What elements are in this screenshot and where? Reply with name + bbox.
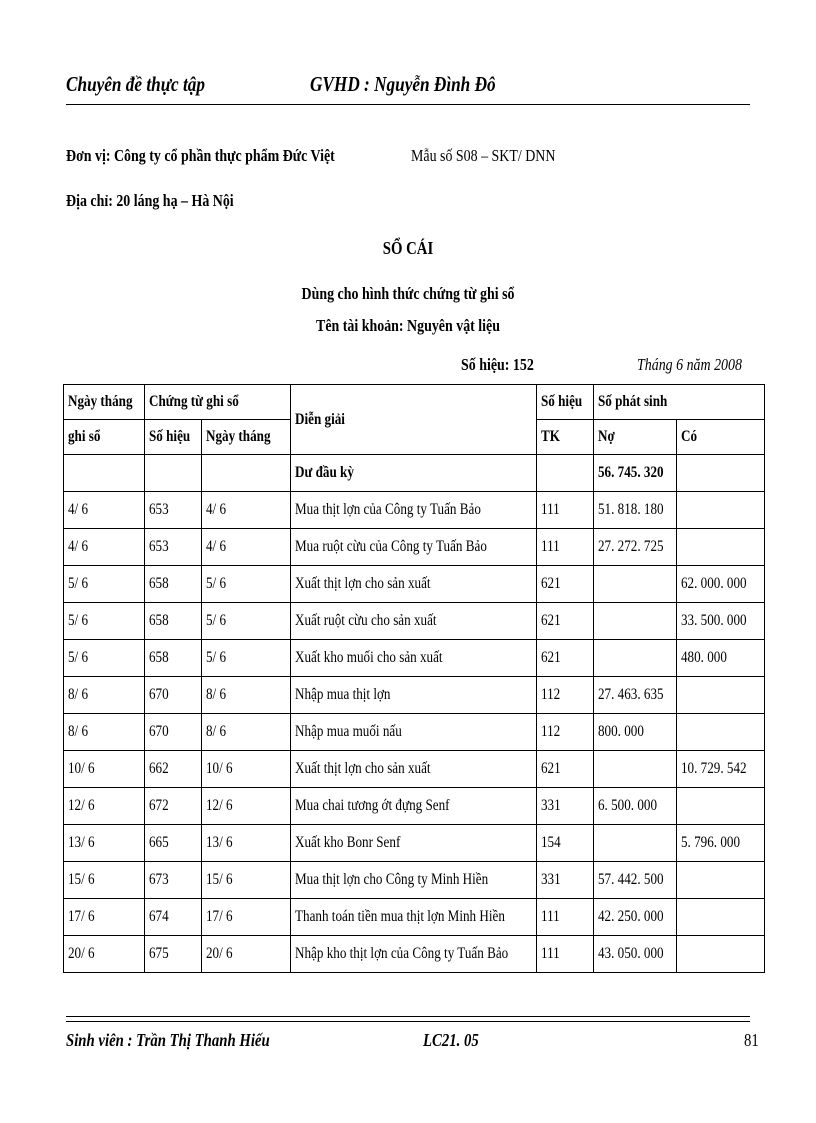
cell-tk: 621 <box>537 566 594 603</box>
cell-desc: Xuất thịt lợn cho sản xuất <box>291 566 537 603</box>
cell-vdate: 5/ 6 <box>202 603 291 640</box>
cell-date: 4/ 6 <box>64 529 145 566</box>
table-row <box>64 529 765 566</box>
cell-credit <box>677 788 765 825</box>
cell-date: 15/ 6 <box>64 862 145 899</box>
cell-vno: 673 <box>145 862 202 899</box>
cell-credit <box>677 677 765 714</box>
unit-name: Đơn vị: Công ty cổ phần thực phẩm Đức Việt <box>66 146 335 165</box>
cell-desc: Mua thịt lợn cho Công ty Minh Hiền <box>291 862 537 899</box>
form-number: Mẫu số S08 – SKT/ DNN <box>411 146 556 165</box>
cell-vdate: 10/ 6 <box>202 751 291 788</box>
cell-date: 4/ 6 <box>64 492 145 529</box>
cell-vno: 662 <box>145 751 202 788</box>
cell-desc: Xuất ruột cừu cho sản xuất <box>291 603 537 640</box>
cell-credit <box>677 862 765 899</box>
table-row <box>64 936 765 973</box>
account-name: Tên tài khoản: Nguyên vật liệu <box>316 316 500 335</box>
cell-debit: 51. 818. 180 <box>594 492 677 529</box>
cell-vno: 658 <box>145 603 202 640</box>
cell-date: 5/ 6 <box>64 640 145 677</box>
header-account-2: TK <box>537 420 594 455</box>
cell-desc: Nhập mua thịt lợn <box>291 677 537 714</box>
cell-debit: 27. 272. 725 <box>594 529 677 566</box>
page-number: 81 <box>744 1030 759 1050</box>
cell-tk: 621 <box>537 603 594 640</box>
cell-credit <box>677 492 765 529</box>
header-voucher-no: Số hiệu <box>145 420 202 455</box>
header-date: Ngày tháng <box>64 385 145 420</box>
header-rule <box>66 104 750 105</box>
cell-desc: Nhập kho thịt lợn của Công ty Tuấn Bảo <box>291 936 537 973</box>
opening-balance-row <box>64 455 765 492</box>
cell-credit <box>677 529 765 566</box>
cell-debit: 57. 442. 500 <box>594 862 677 899</box>
cell-tk: 621 <box>537 751 594 788</box>
cell-desc: Mua chai tương ớt đựng Senf <box>291 788 537 825</box>
cell-credit: 5. 796. 000 <box>677 825 765 862</box>
cell-date: 5/ 6 <box>64 603 145 640</box>
cell-date: 8/ 6 <box>64 714 145 751</box>
cell-vdate: 17/ 6 <box>202 899 291 936</box>
cell-date: 17/ 6 <box>64 899 145 936</box>
cell-vno: 653 <box>145 492 202 529</box>
cell-date: 10/ 6 <box>64 751 145 788</box>
header-account: Số hiệu <box>537 385 594 420</box>
cell-vno: 675 <box>145 936 202 973</box>
cell-credit <box>677 936 765 973</box>
cell-vno: 672 <box>145 788 202 825</box>
table-row <box>64 825 765 862</box>
cell-debit: 6. 500. 000 <box>594 788 677 825</box>
cell-debit <box>594 640 677 677</box>
opening-debit: 56. 745. 320 <box>594 455 677 492</box>
table-row <box>64 714 765 751</box>
table-row <box>64 899 765 936</box>
cell-credit <box>677 899 765 936</box>
cell-credit: 33. 500. 000 <box>677 603 765 640</box>
cell-debit <box>594 566 677 603</box>
header-voucher-date: Ngày tháng <box>202 420 291 455</box>
cell-vdate: 5/ 6 <box>202 640 291 677</box>
cell-tk: 112 <box>537 714 594 751</box>
cell-vdate: 4/ 6 <box>202 492 291 529</box>
cell-debit: 43. 050. 000 <box>594 936 677 973</box>
header-date-2: ghi sổ <box>64 420 145 455</box>
cell-debit: 27. 463. 635 <box>594 677 677 714</box>
cell-tk: 621 <box>537 640 594 677</box>
cell-vno: 665 <box>145 825 202 862</box>
table-row <box>64 566 765 603</box>
ledger-table <box>63 384 765 973</box>
cell-vdate: 13/ 6 <box>202 825 291 862</box>
cell-desc: Xuất kho muối cho sản xuất <box>291 640 537 677</box>
address: Địa chỉ: 20 láng hạ – Hà Nội <box>66 191 234 210</box>
cell-desc: Xuất kho Bonr Senf <box>291 825 537 862</box>
subtitle: Dùng cho hình thức chứng từ ghi sổ <box>301 284 515 303</box>
cell-credit: 62. 000. 000 <box>677 566 765 603</box>
table-row <box>64 751 765 788</box>
cell-credit: 480. 000 <box>677 640 765 677</box>
table-row <box>64 492 765 529</box>
cell-vdate: 8/ 6 <box>202 714 291 751</box>
cell-vno: 653 <box>145 529 202 566</box>
header-right: GVHD : Nguyễn Đình Đô <box>310 72 496 96</box>
cell-debit <box>594 825 677 862</box>
cell-vdate: 12/ 6 <box>202 788 291 825</box>
cell-desc: Nhập mua muối nấu <box>291 714 537 751</box>
cell-vdate: 15/ 6 <box>202 862 291 899</box>
table-row <box>64 640 765 677</box>
opening-description: Dư đầu kỳ <box>291 455 537 492</box>
table-row <box>64 603 765 640</box>
cell-tk: 331 <box>537 862 594 899</box>
cell-vdate: 4/ 6 <box>202 529 291 566</box>
header-debit: Nợ <box>594 420 677 455</box>
cell-vdate: 20/ 6 <box>202 936 291 973</box>
page-title: SỔ CÁI <box>382 238 434 258</box>
cell-tk: 112 <box>537 677 594 714</box>
footer-rule-1 <box>66 1016 750 1017</box>
account-number: Số hiệu: 152 <box>461 355 534 374</box>
cell-date: 12/ 6 <box>64 788 145 825</box>
cell-vno: 658 <box>145 566 202 603</box>
table-row <box>64 862 765 899</box>
cell-debit: 800. 000 <box>594 714 677 751</box>
header-left: Chuyên đề thực tập <box>66 72 206 96</box>
cell-debit: 42. 250. 000 <box>594 899 677 936</box>
cell-desc: Mua thịt lợn của Công ty Tuấn Bảo <box>291 492 537 529</box>
cell-tk: 111 <box>537 529 594 566</box>
cell-credit <box>677 714 765 751</box>
footer-student: Sinh viên : Trần Thị Thanh Hiếu <box>66 1030 270 1050</box>
cell-tk: 111 <box>537 899 594 936</box>
cell-date: 20/ 6 <box>64 936 145 973</box>
cell-debit <box>594 603 677 640</box>
cell-vno: 670 <box>145 677 202 714</box>
cell-credit: 10. 729. 542 <box>677 751 765 788</box>
table-row <box>64 788 765 825</box>
footer-class: LC21. 05 <box>423 1030 479 1050</box>
cell-vdate: 5/ 6 <box>202 566 291 603</box>
cell-date: 5/ 6 <box>64 566 145 603</box>
header-credit: Có <box>677 420 765 455</box>
cell-tk: 111 <box>537 492 594 529</box>
cell-vdate: 8/ 6 <box>202 677 291 714</box>
header-description: Diễn giải <box>291 385 537 455</box>
cell-desc: Xuất thịt lợn cho sản xuất <box>291 751 537 788</box>
cell-desc: Thanh toán tiền mua thịt lợn Minh Hiền <box>291 899 537 936</box>
table-row <box>64 677 765 714</box>
header-voucher: Chứng từ ghi sổ <box>145 385 291 420</box>
cell-date: 13/ 6 <box>64 825 145 862</box>
cell-desc: Mua ruột cừu của Công ty Tuấn Bảo <box>291 529 537 566</box>
cell-vno: 658 <box>145 640 202 677</box>
cell-vno: 670 <box>145 714 202 751</box>
period: Tháng 6 năm 2008 <box>637 355 742 374</box>
header-amount: Số phát sinh <box>594 385 765 420</box>
footer-rule-2 <box>66 1021 750 1022</box>
cell-debit <box>594 751 677 788</box>
cell-tk: 111 <box>537 936 594 973</box>
cell-tk: 331 <box>537 788 594 825</box>
cell-date: 8/ 6 <box>64 677 145 714</box>
cell-vno: 674 <box>145 899 202 936</box>
cell-tk: 154 <box>537 825 594 862</box>
